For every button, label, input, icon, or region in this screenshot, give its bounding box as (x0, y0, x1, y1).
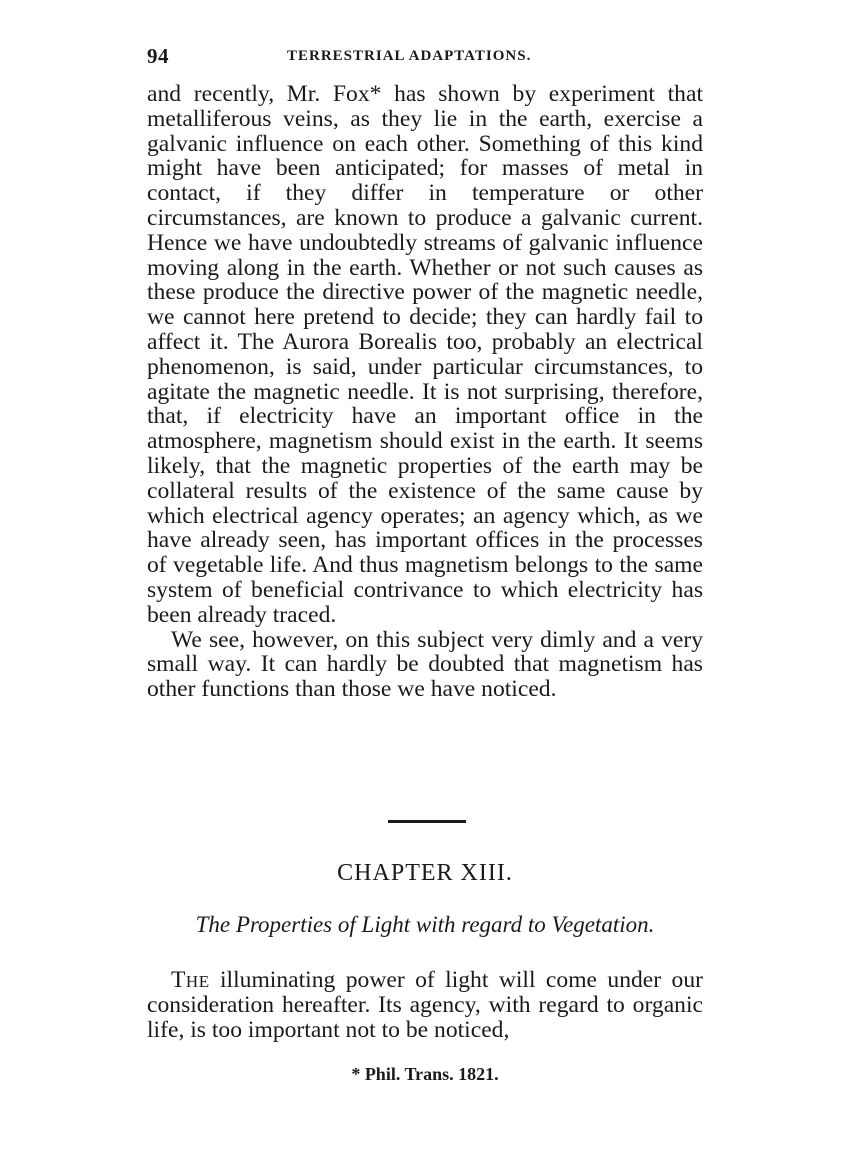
body-text-upper (147, 82, 703, 702)
opening-text: illuminating power of light will come under our consideration hereafter. Its agency, with regard to organic life, is too important not to be noticed, (147, 967, 703, 1043)
running-title: TERRESTRIAL ADAPTATIONS. (287, 48, 532, 64)
paragraph: and recently, Mr. Fox* has shown by experiment that metalliferous veins, as they lie in the earth, exercise a galvanic influence on each other. Something of this kind might have been anticipated; for masses of metal in contact, if they differ in temperature or other circumstances, are known to produce a galvanic current. Hence we have undoubtedly streams of galvanic influence moving along in the earth. Whether or not such causes as these produce the directive power of the magnetic needle, we cannot here pretend to decide; they can hardly fail to affect it. The Aurora Borealis too, probably an electrical phenomenon, is said, under particular circumstances, to agitate the magnetic needle. It is not surprising, therefore, that, if electricity have an important office in the atmosphere, magnetism should exist in the earth. It seems likely, that the magnetic properties of the earth may be collateral results of the existence of the same cause by which electrical agency operates; an agency which, as we have already seen, has important offices in the processes of vegetable life. And thus magnetism belongs to the same system of beneficial contrivance to which electricity has been already traced. (147, 81, 703, 628)
page-number: 94 (147, 44, 169, 68)
footnote: * Phil. Trans. 1821. (351, 1064, 499, 1084)
chapter-heading: CHAPTER XIII. (337, 860, 513, 886)
running-head (147, 44, 703, 74)
section-divider (388, 820, 466, 823)
paragraph: We see, however, on this subject very dimly and a very small way. It can hardly be doubted that magnetism has other functions than those we have noticed. (147, 626, 703, 703)
paragraph (147, 968, 703, 1042)
chapter-subtitle: The Properties of Light with regard to Vegetation. (195, 912, 655, 937)
opening-word: The (171, 967, 210, 993)
chapter-opening (147, 968, 703, 1042)
